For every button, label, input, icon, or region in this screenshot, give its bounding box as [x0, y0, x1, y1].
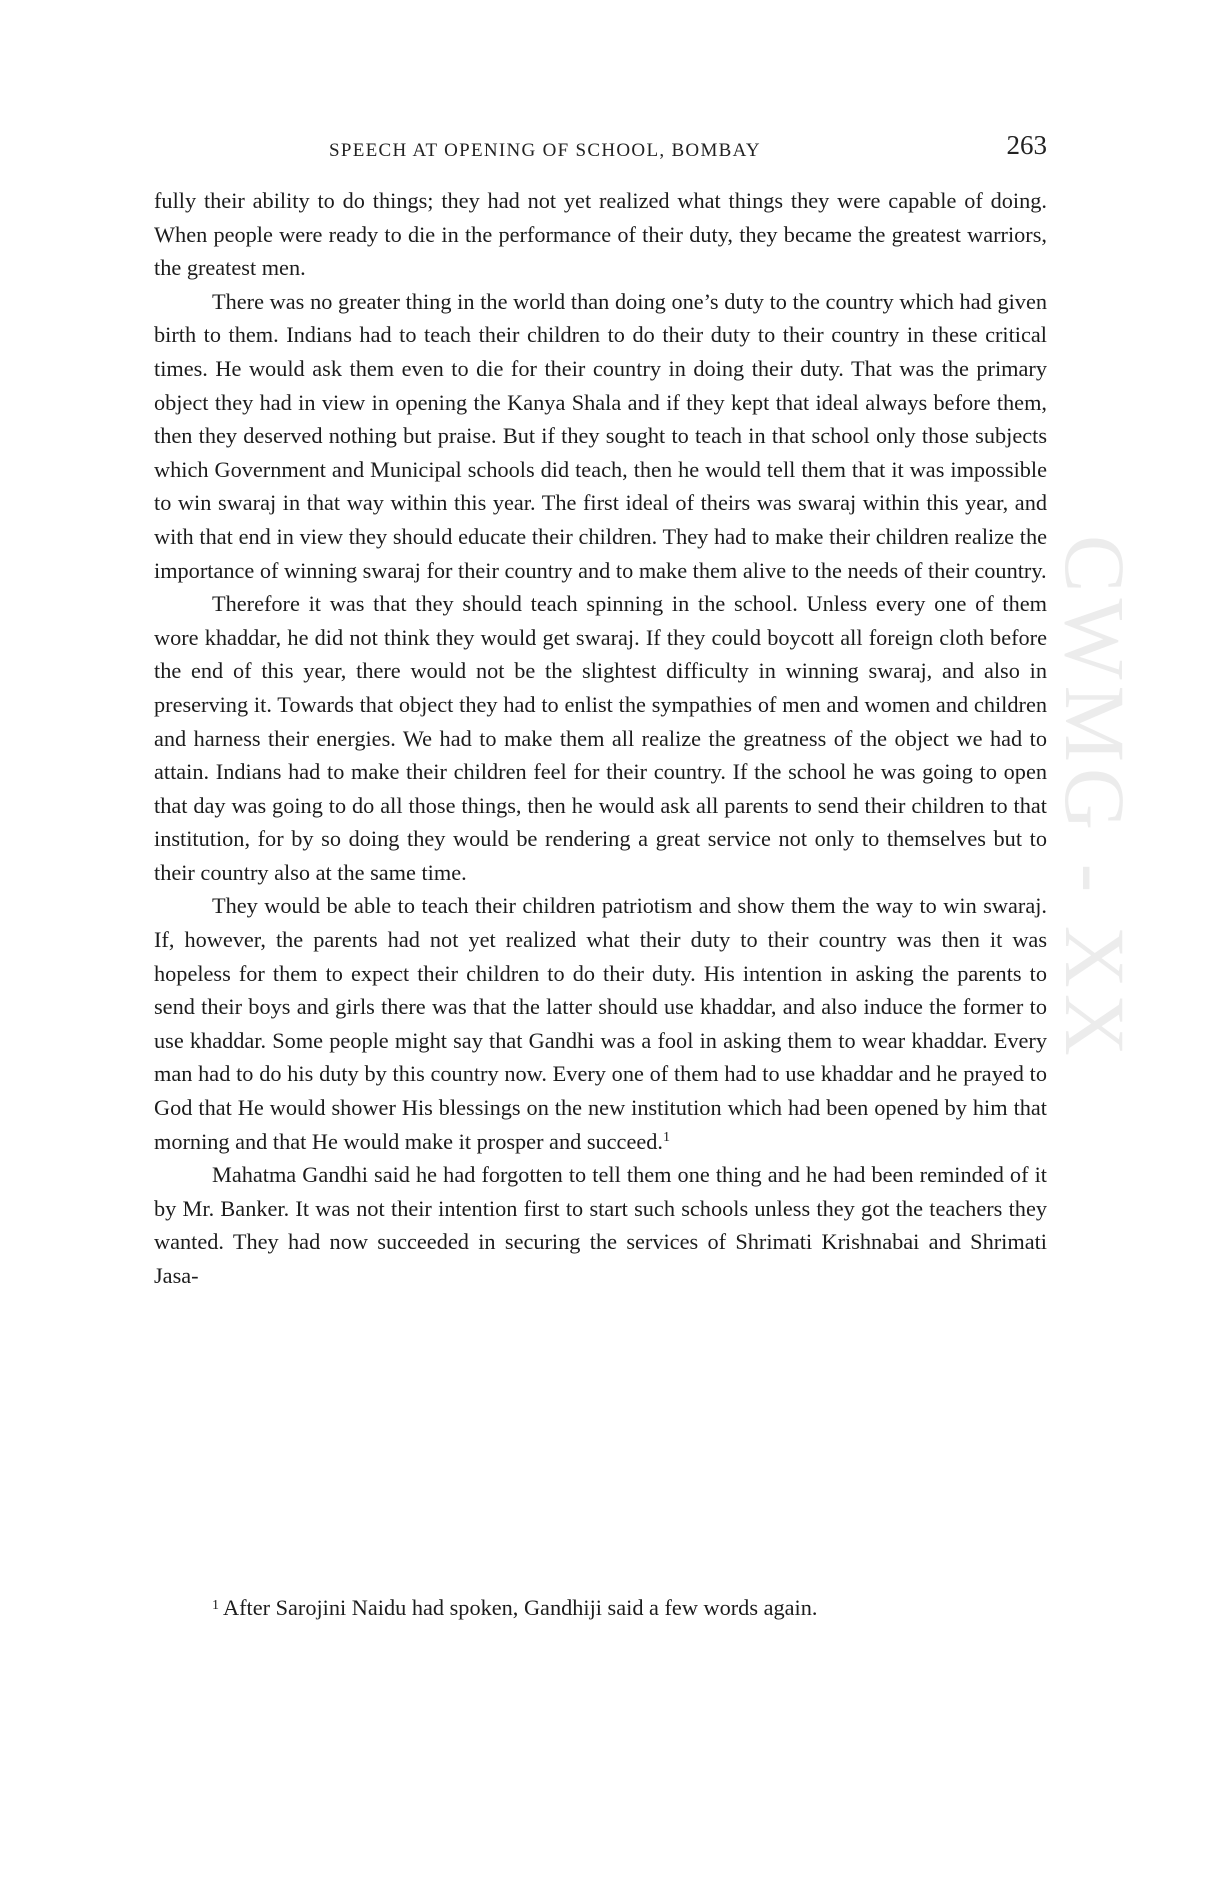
paragraph — [154, 889, 1047, 1158]
paragraph: Mahatma Gandhi said he had forgotten to tell them one thing and he had been reminded of it by Mr. Banker. It was not their intention first to start such schools unless they got the teachers they wanted. They had now succeeded in securing the services of Shrimati Krishnabai and Shrimati Jasa- — [154, 1162, 1047, 1288]
footnote-marker: 1 — [212, 1598, 219, 1613]
paragraph: Therefore it was that they should teach spinning in the school. Unless every one of them wore khaddar, he did not think they would get swaraj. If they could boycott all foreign cloth before the end of this year, there would not be the slightest difficulty in winning swaraj, and also in preserving it. Towards that object they had to enlist the sympathies of men and women and children and harness their energies. We had to make them all realize the greatness of the object we had to attain. Indians had to make their children feel for their country. If the school he was going to open that day was going to do all those things, then he would ask all parents to send their children to that institution, for by so doing they would be rendering a great service not only to themselves but to their country also at the same time. — [154, 591, 1047, 885]
paragraph-text: They would be able to teach their children patriotism and show them the way to win swaraj. If, however, the parents had not yet realized what their duty to their country was then it was hopeless for them to expect their children to do their duty. His intention in asking the parents to send their boys and girls there was that the latter should use khaddar, and also induce the former to use khaddar. Some people might say that Gandhi was a fool in asking them to wear khaddar. Every man had to do his duty by this country now. Every one of them had to use khaddar and he prayed to God that He would shower His blessings on the new institution which had been opened by him that morning and that He would make it prosper and succeed. — [154, 893, 1047, 1154]
footnote-text: After Sarojini Naidu had spoken, Gandhiji said a few words again. — [223, 1595, 818, 1620]
paragraph: fully their ability to do things; they had not yet realized what things they were capable of doing. When people were ready to die in the performance of their duty, they became the greatest warriors, the greatest men. — [154, 188, 1047, 281]
footnote-reference[interactable]: 1 — [662, 1129, 670, 1145]
paragraph: There was no greater thing in the world than doing one’s duty to the country which had given birth to them. Indians had to teach their children to do their duty to their country in these critical times. He would ask them even to die for their country in doing their duty. That was the primary object they had in view in opening the Kanya Shala and if they kept that ideal always before them, then they deserved nothing but praise. But if they sought to teach in that school only those subjects which Government and Municipal schools did teach, then he would tell them that it was impossible to win swaraj in that way within this year. The first ideal of theirs was swaraj within this year, and with that end in view they should educate their children. They had to make their children realize the importance of winning swaraj for their country and to make them alive to the needs of their country. — [154, 288, 1047, 583]
running-head: SPEECH AT OPENING OF SCHOOL, BOMBAY — [329, 140, 761, 161]
body-text — [154, 184, 1047, 1293]
footnote — [212, 1592, 1047, 1624]
page-number: 263 — [1006, 130, 1047, 160]
watermark: CWMG - XX — [1047, 535, 1143, 1062]
page-header — [154, 130, 1047, 170]
